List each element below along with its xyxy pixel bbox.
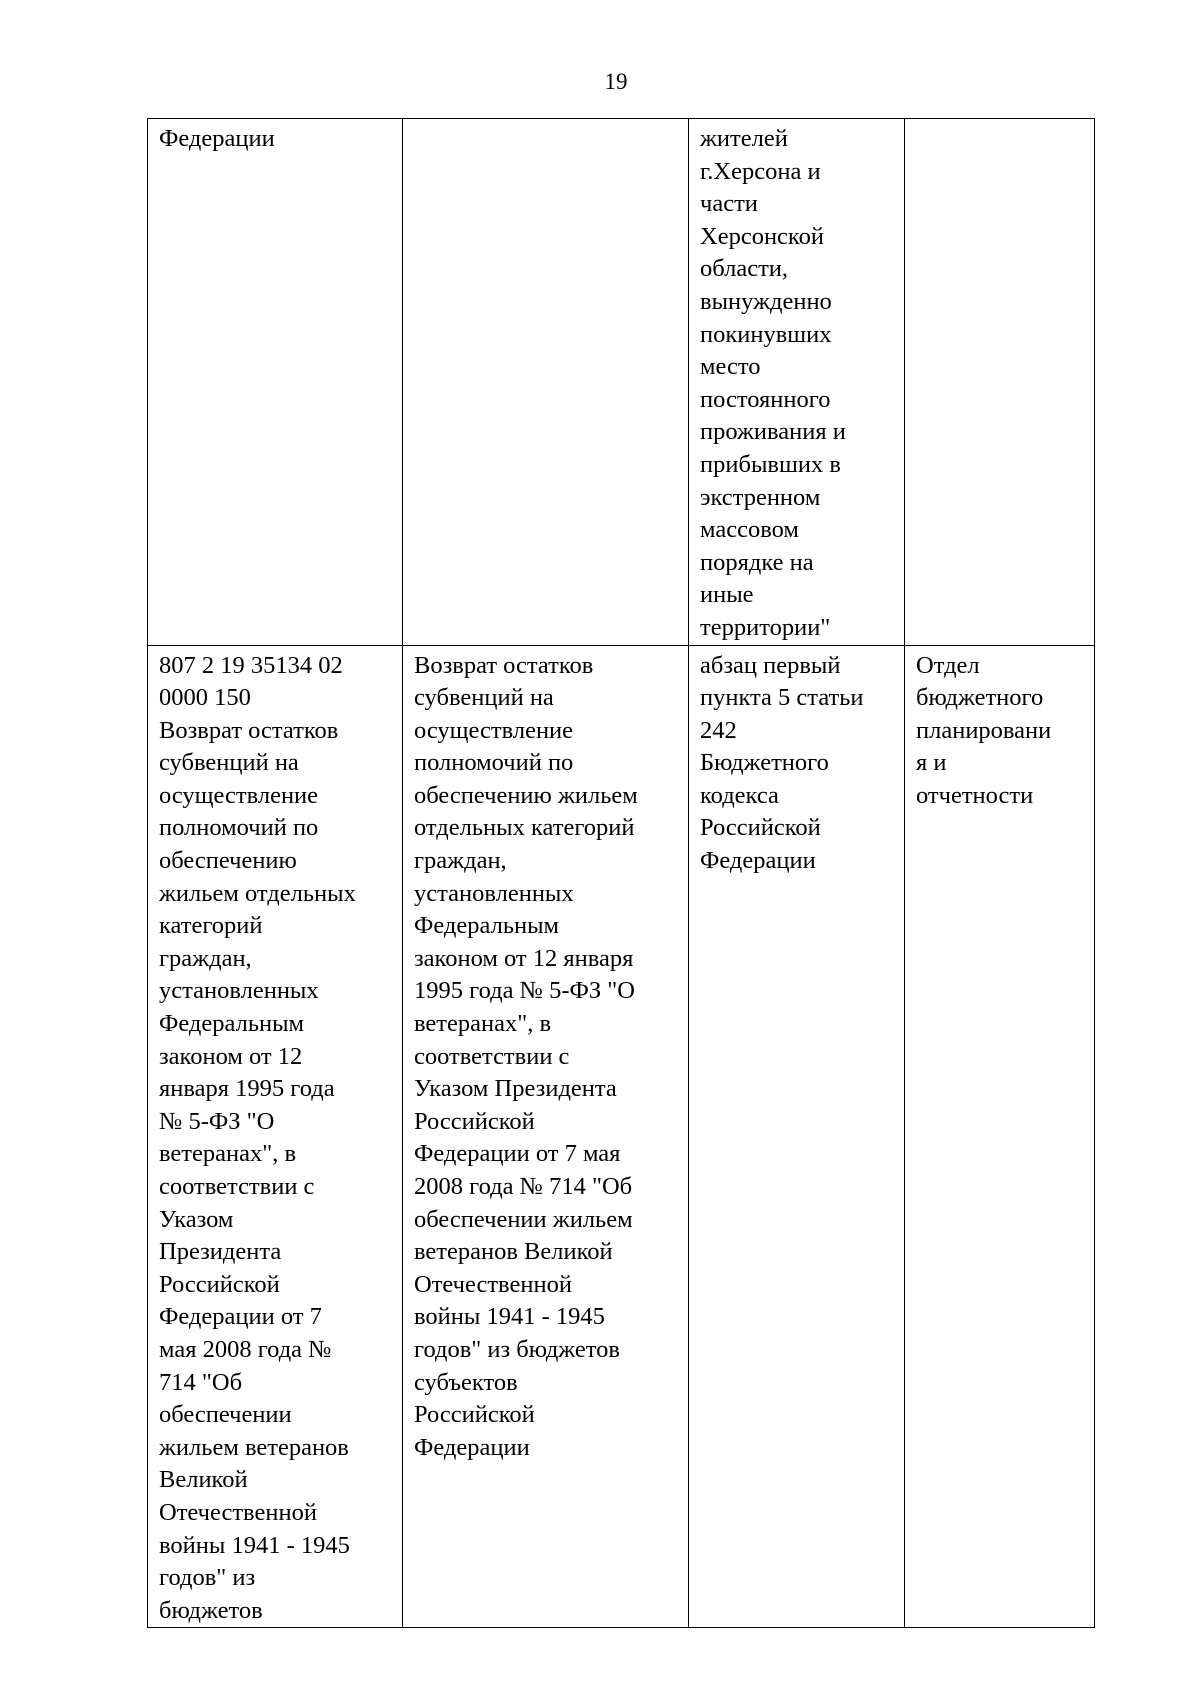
table-cell-responsible-unit bbox=[905, 119, 1095, 646]
table-row bbox=[148, 645, 1095, 1628]
table-cell-code: 807 2 19 35134 02 0000 150 Возврат остатков субвенций на осуществление полномочий по обеспечению жильем отдельных категорий граждан, установленных Федеральным законом от 12 января 1995 года № 5-ФЗ "О ветеранах", в соответствии с Указом Президента Российской Федерации от 7 мая 2008 года № 714 "Об обеспечении жильем ветеранов Великой Отечественной войны 1941 - 1945 годов" из бюджетов bbox=[148, 645, 403, 1628]
document-table bbox=[147, 118, 1095, 1628]
page-number: 19 bbox=[604, 69, 628, 94]
table-cell-description bbox=[403, 119, 689, 646]
table-cell-legal-basis: жителей г.Херсона и части Херсонской области, вынужденно покинувших место постоянного проживания и прибывших в экстренном массовом порядке на иные территории" bbox=[689, 119, 905, 646]
table-cell-code: Федерации bbox=[148, 119, 403, 646]
table-cell-responsible-unit: Отдел бюджетного планировани я и отчетности bbox=[905, 645, 1095, 1628]
table-row bbox=[148, 119, 1095, 646]
table-cell-legal-basis: абзац первый пункта 5 статьи 242 Бюджетного кодекса Российской Федерации bbox=[689, 645, 905, 1628]
table-cell-description: Возврат остатков субвенций на осуществление полномочий по обеспечению жильем отдельных категорий граждан, установленных Федеральным законом от 12 января 1995 года № 5-ФЗ "О ветеранах", в соответствии с Указом Президента Российской Федерации от 7 мая 2008 года № 714 "Об обеспечении жильем ветеранов Великой Отечественной войны 1941 - 1945 годов" из бюджетов субъектов Российской Федерации bbox=[403, 645, 689, 1628]
